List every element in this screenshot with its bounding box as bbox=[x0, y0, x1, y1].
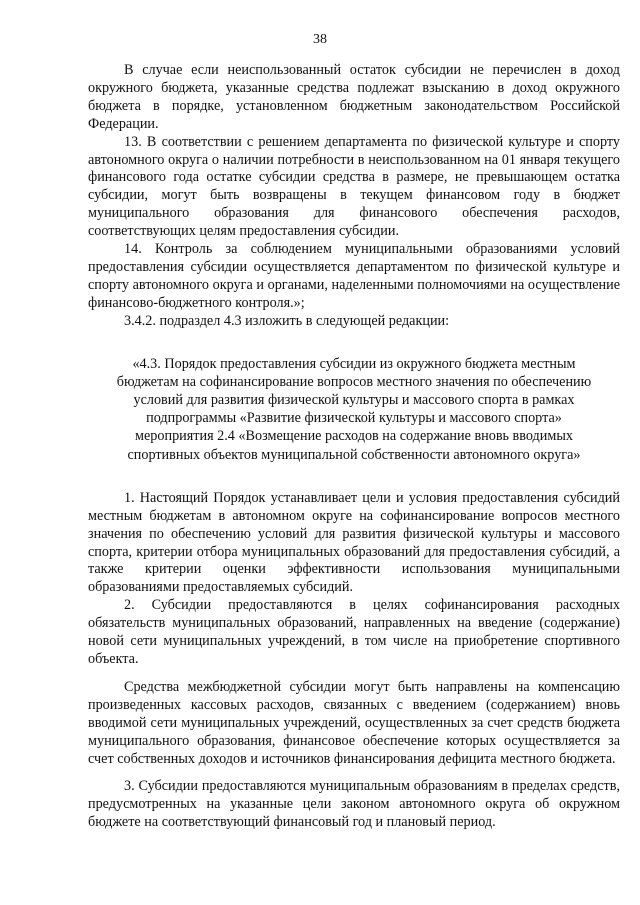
document-body bbox=[88, 62, 620, 832]
paragraph-1: 1. Настоящий Порядок устанавливает цели и условия предоставления субсидий местным бюджетам в автономном округе на софинансирование вопросов местного значения по обеспечению условий для развития физической культуры и массового спорта, критерии отбора муниципальных образований для предоставления субсидий, а также критерии оценки эффективности использования муниципальными образованиями предоставляемых субсидий. bbox=[88, 489, 620, 596]
paragraph-13: 13. В соответствии с решением департамента по физической культуре и спорту автономного округа о наличии потребности в неиспользованном на 01 января текущего финансового года остатке субсидии средства в размере, не превышающем остатка субсидии, могут быть возвращены в текущем финансовом году в бюджет муниципального образования для финансового обеспечения расходов, соответствующих целям предоставления субсидии. bbox=[88, 133, 620, 240]
paragraph-refund-collection: В случае если неиспользованный остаток субсидии не перечислен в доход окружного бюджета, указанные средства подлежат взысканию в доход окружного бюджета в порядке, установленном бюджетным законодательством Российской Федерации. bbox=[88, 62, 620, 132]
section-heading-4-3: «4.3. Порядок предоставления субсидии из окружного бюджета местным бюджетам на софинансирование вопросов местного значения по обеспечению условий для развития физической культуры и массового спорта в рамках подпрограммы «Развитие физической культуры и массового спорта» мероприятия 2.4 «Возмещение расходов на содержание вновь вводимых спортивных объектов муниципальной собственности автономного округа» bbox=[116, 355, 592, 463]
paragraph-3-4-2: 3.4.2. подраздел 4.3 изложить в следующей редакции: bbox=[124, 312, 450, 329]
paragraph-3: 3. Субсидии предоставляются муниципальным образованиям в пределах средств, предусмотренных на указанные цели законом автономного округа об окружном бюджете на соответствующий финансовый год и плановый период. bbox=[88, 778, 620, 831]
paragraph-interbudget-funds: Средства межбюджетной субсидии могут быть направлены на компенсацию произведенных кассовых расходов, связанных с введением (содержанием) вновь вводимой сети муниципальных учреждений, осуществленных за счет средств бюджета муниципального образования, финансовое обеспечение которых осуществляется за счет собственных доходов и источников финансирования дефицита местного бюджета. bbox=[88, 678, 620, 767]
paragraph-2: 2. Субсидии предоставляются в целях софинансирования расходных обязательств муниципальных образований, направленных на введение (содержание) новой сети муниципальных учреждений, в том числе на приобретение спортивного объекта. bbox=[88, 597, 620, 667]
paragraph-14: 14. Контроль за соблюдением муниципальными образованиями условий предоставления субсидии осуществляется департаментом по физической культуре и спорту автономного округа и органами, наделенными полномочиями на осуществление финансово-бюджетного контроля.»; bbox=[88, 241, 620, 311]
page-number: 38 bbox=[313, 32, 327, 47]
